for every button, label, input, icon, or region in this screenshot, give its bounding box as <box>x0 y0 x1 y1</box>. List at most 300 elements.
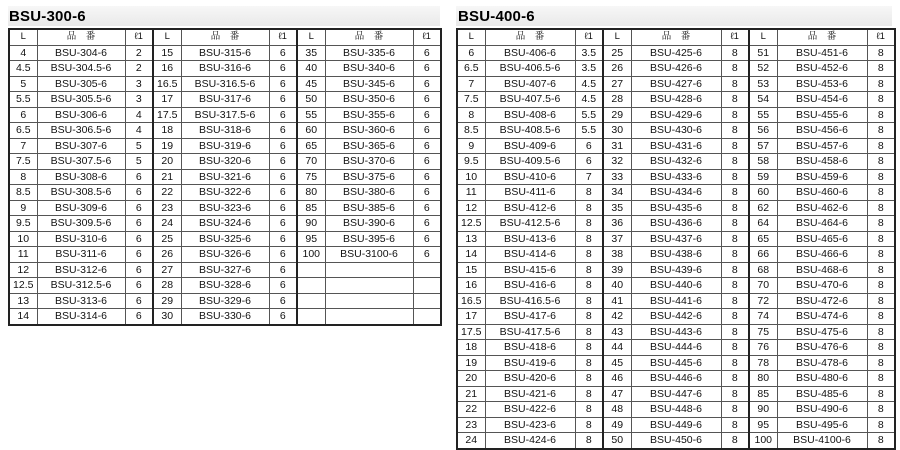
l1-cell: 8 <box>867 293 895 309</box>
length-cell: 15 <box>153 45 181 61</box>
part-number-cell: BSU-4100-6 <box>777 433 867 449</box>
l1-cell: 8 <box>867 92 895 108</box>
part-number-cell: BSU-443-6 <box>631 324 721 340</box>
l1-cell: 8 <box>867 402 895 418</box>
length-cell: 6 <box>457 45 485 61</box>
length-cell: 8.5 <box>9 185 37 201</box>
table-row <box>457 340 895 356</box>
length-cell: 74 <box>749 309 777 325</box>
part-number-cell: BSU-307.5-6 <box>37 154 125 170</box>
l1-cell: 8 <box>575 216 603 232</box>
table-row <box>457 107 895 123</box>
length-cell: 12.5 <box>9 278 37 294</box>
part-number-cell: BSU-472-6 <box>777 293 867 309</box>
table-row <box>457 185 895 201</box>
l1-cell: 5 <box>125 154 153 170</box>
part-number-cell: BSU-3100-6 <box>325 247 413 263</box>
part-number-cell: BSU-437-6 <box>631 231 721 247</box>
l1-cell: 8 <box>721 138 749 154</box>
l1-cell <box>413 309 441 325</box>
part-number-cell: BSU-428-6 <box>631 92 721 108</box>
length-cell: 30 <box>153 309 181 325</box>
part-number-cell: BSU-464-6 <box>777 216 867 232</box>
part-number-cell: BSU-385-6 <box>325 200 413 216</box>
part-number-cell <box>325 262 413 278</box>
length-cell: 58 <box>749 154 777 170</box>
length-cell: 75 <box>297 169 325 185</box>
length-cell: 25 <box>603 45 631 61</box>
l1-cell: 6 <box>269 278 297 294</box>
l1-cell: 8 <box>721 169 749 185</box>
l1-cell: 3 <box>125 92 153 108</box>
length-cell: 10 <box>457 169 485 185</box>
table-row <box>457 262 895 278</box>
l1-cell <box>413 278 441 294</box>
l1-cell: 6 <box>413 154 441 170</box>
l1-cell: 8 <box>721 200 749 216</box>
l1-cell: 8 <box>721 247 749 263</box>
part-number-cell: BSU-426-6 <box>631 61 721 77</box>
header-l1: ℓ1 <box>269 29 297 45</box>
length-cell: 39 <box>603 262 631 278</box>
length-cell: 23 <box>457 417 485 433</box>
length-cell: 15 <box>457 262 485 278</box>
part-number-cell: BSU-478-6 <box>777 355 867 371</box>
part-number-cell: BSU-310-6 <box>37 231 125 247</box>
l1-cell: 6 <box>125 293 153 309</box>
length-cell: 12 <box>457 200 485 216</box>
length-cell: 20 <box>457 371 485 387</box>
l1-cell: 6 <box>269 154 297 170</box>
l1-cell: 8 <box>575 185 603 201</box>
l1-cell: 8 <box>867 386 895 402</box>
part-number-cell: BSU-430-6 <box>631 123 721 139</box>
part-number-cell: BSU-422-6 <box>485 402 575 418</box>
part-number-cell: BSU-438-6 <box>631 247 721 263</box>
length-cell: 68 <box>749 262 777 278</box>
length-cell: 62 <box>749 200 777 216</box>
l1-cell: 8 <box>721 61 749 77</box>
length-cell: 18 <box>153 123 181 139</box>
length-cell: 33 <box>603 169 631 185</box>
l1-cell: 4 <box>125 123 153 139</box>
table-row <box>9 61 441 77</box>
table-row <box>9 247 441 263</box>
part-number-cell: BSU-459-6 <box>777 169 867 185</box>
length-cell: 17 <box>457 309 485 325</box>
part-number-cell: BSU-325-6 <box>181 231 269 247</box>
length-cell: 95 <box>749 417 777 433</box>
length-cell: 8 <box>457 107 485 123</box>
part-number-cell: BSU-421-6 <box>485 386 575 402</box>
length-cell: 21 <box>457 386 485 402</box>
length-cell: 60 <box>297 123 325 139</box>
length-cell: 100 <box>749 433 777 449</box>
l1-cell: 8 <box>721 402 749 418</box>
l1-cell: 8 <box>721 293 749 309</box>
l1-cell: 8 <box>721 371 749 387</box>
length-cell: 48 <box>603 402 631 418</box>
l1-cell: 8 <box>575 293 603 309</box>
part-number-cell: BSU-406.5-6 <box>485 61 575 77</box>
part-number-cell: BSU-315-6 <box>181 45 269 61</box>
header-l1: ℓ1 <box>575 29 603 45</box>
table-row <box>457 138 895 154</box>
part-number-cell: BSU-407.5-6 <box>485 92 575 108</box>
part-number-cell: BSU-330-6 <box>181 309 269 325</box>
part-number-cell: BSU-446-6 <box>631 371 721 387</box>
length-cell: 6 <box>9 107 37 123</box>
part-number-cell: BSU-418-6 <box>485 340 575 356</box>
length-cell: 14 <box>9 309 37 325</box>
length-cell: 44 <box>603 340 631 356</box>
length-cell: 25 <box>153 231 181 247</box>
section-title-bsu-400: BSU-400-6 <box>458 8 535 25</box>
length-cell: 90 <box>749 402 777 418</box>
length-cell <box>297 262 325 278</box>
length-cell: 26 <box>153 247 181 263</box>
part-number-cell: BSU-355-6 <box>325 107 413 123</box>
part-number-cell <box>325 278 413 294</box>
part-number-cell: BSU-412-6 <box>485 200 575 216</box>
length-cell: 12 <box>9 262 37 278</box>
length-cell: 9 <box>9 200 37 216</box>
length-cell: 36 <box>603 216 631 232</box>
length-cell: 16 <box>457 278 485 294</box>
part-number-cell: BSU-458-6 <box>777 154 867 170</box>
l1-cell: 6 <box>125 262 153 278</box>
part-number-cell: BSU-304-6 <box>37 45 125 61</box>
length-cell: 80 <box>749 371 777 387</box>
l1-cell: 8 <box>867 107 895 123</box>
l1-cell: 8 <box>721 433 749 449</box>
table-row <box>9 200 441 216</box>
length-cell: 55 <box>749 107 777 123</box>
part-number-cell: BSU-417-6 <box>485 309 575 325</box>
table-row <box>457 371 895 387</box>
length-cell: 5.5 <box>9 92 37 108</box>
table-row <box>457 200 895 216</box>
table-row <box>9 107 441 123</box>
length-cell: 4.5 <box>9 61 37 77</box>
part-number-cell: BSU-329-6 <box>181 293 269 309</box>
length-cell: 65 <box>297 138 325 154</box>
length-cell: 43 <box>603 324 631 340</box>
part-number-cell: BSU-316-6 <box>181 61 269 77</box>
header-length: L <box>9 29 37 45</box>
length-cell: 13 <box>9 293 37 309</box>
length-cell: 14 <box>457 247 485 263</box>
l1-cell: 8 <box>867 417 895 433</box>
l1-cell: 6 <box>269 45 297 61</box>
length-cell: 21 <box>153 169 181 185</box>
length-cell: 11 <box>457 185 485 201</box>
length-cell: 59 <box>749 169 777 185</box>
l1-cell: 8 <box>575 402 603 418</box>
part-number-cell: BSU-411-6 <box>485 185 575 201</box>
part-number-cell: BSU-326-6 <box>181 247 269 263</box>
bsu-400-size-table <box>456 28 896 450</box>
l1-cell: 6 <box>413 45 441 61</box>
l1-cell: 8 <box>575 247 603 263</box>
l1-cell: 8 <box>867 262 895 278</box>
length-cell: 35 <box>297 45 325 61</box>
l1-cell: 8 <box>867 45 895 61</box>
l1-cell: 8 <box>721 45 749 61</box>
l1-cell: 8 <box>575 262 603 278</box>
l1-cell: 8 <box>721 123 749 139</box>
part-number-cell: BSU-375-6 <box>325 169 413 185</box>
part-number-cell: BSU-318-6 <box>181 123 269 139</box>
header-length: L <box>457 29 485 45</box>
part-number-cell: BSU-434-6 <box>631 185 721 201</box>
part-number-cell: BSU-340-6 <box>325 61 413 77</box>
l1-cell: 6 <box>269 200 297 216</box>
length-cell: 28 <box>603 92 631 108</box>
part-number-cell: BSU-350-6 <box>325 92 413 108</box>
l1-cell: 6 <box>125 231 153 247</box>
part-number-cell: BSU-445-6 <box>631 355 721 371</box>
l1-cell: 6 <box>413 61 441 77</box>
length-cell: 53 <box>749 76 777 92</box>
table-row <box>9 216 441 232</box>
part-number-cell: BSU-416.5-6 <box>485 293 575 309</box>
part-number-cell: BSU-451-6 <box>777 45 867 61</box>
length-cell: 66 <box>749 247 777 263</box>
table-row <box>457 169 895 185</box>
l1-cell: 8 <box>867 216 895 232</box>
length-cell: 17 <box>153 92 181 108</box>
l1-cell: 6 <box>125 169 153 185</box>
length-cell: 57 <box>749 138 777 154</box>
table-header-row <box>9 29 441 45</box>
length-cell: 34 <box>603 185 631 201</box>
length-cell: 85 <box>749 386 777 402</box>
length-cell: 42 <box>603 309 631 325</box>
part-number-cell: BSU-444-6 <box>631 340 721 356</box>
l1-cell: 6 <box>269 247 297 263</box>
l1-cell: 8 <box>721 309 749 325</box>
part-number-cell: BSU-308.5-6 <box>37 185 125 201</box>
part-number-cell: BSU-431-6 <box>631 138 721 154</box>
length-cell: 50 <box>603 433 631 449</box>
header-length: L <box>153 29 181 45</box>
length-cell: 6.5 <box>9 123 37 139</box>
l1-cell: 3 <box>125 76 153 92</box>
header-l1: ℓ1 <box>125 29 153 45</box>
l1-cell: 8 <box>721 216 749 232</box>
table-row <box>9 138 441 154</box>
part-number-cell: BSU-409-6 <box>485 138 575 154</box>
table-row <box>457 45 895 61</box>
l1-cell: 6 <box>413 169 441 185</box>
part-number-cell: BSU-448-6 <box>631 402 721 418</box>
length-cell: 8 <box>9 169 37 185</box>
part-number-cell: BSU-308-6 <box>37 169 125 185</box>
l1-cell: 8 <box>575 371 603 387</box>
l1-cell: 6 <box>413 231 441 247</box>
length-cell: 40 <box>297 61 325 77</box>
part-number-cell: BSU-485-6 <box>777 386 867 402</box>
header-length: L <box>749 29 777 45</box>
length-cell: 7.5 <box>9 154 37 170</box>
part-number-cell: BSU-413-6 <box>485 231 575 247</box>
length-cell: 18 <box>457 340 485 356</box>
header-part-number: 品 番 <box>325 29 413 45</box>
part-number-cell: BSU-313-6 <box>37 293 125 309</box>
part-number-cell: BSU-312.5-6 <box>37 278 125 294</box>
length-cell: 22 <box>457 402 485 418</box>
header-part-number: 品 番 <box>485 29 575 45</box>
table-row <box>457 355 895 371</box>
part-number-cell: BSU-447-6 <box>631 386 721 402</box>
l1-cell: 8 <box>867 185 895 201</box>
part-number-cell: BSU-466-6 <box>777 247 867 263</box>
part-number-cell: BSU-320-6 <box>181 154 269 170</box>
part-number-cell: BSU-345-6 <box>325 76 413 92</box>
part-number-cell: BSU-316.5-6 <box>181 76 269 92</box>
part-number-cell: BSU-370-6 <box>325 154 413 170</box>
l1-cell: 8 <box>575 200 603 216</box>
length-cell: 54 <box>749 92 777 108</box>
part-number-cell: BSU-454-6 <box>777 92 867 108</box>
table-row <box>9 262 441 278</box>
part-number-cell: BSU-395-6 <box>325 231 413 247</box>
header-l1: ℓ1 <box>867 29 895 45</box>
length-cell: 50 <box>297 92 325 108</box>
table-row <box>9 76 441 92</box>
l1-cell: 8 <box>867 169 895 185</box>
length-cell: 100 <box>297 247 325 263</box>
table-row <box>457 231 895 247</box>
length-cell: 24 <box>153 216 181 232</box>
l1-cell: 6 <box>413 107 441 123</box>
part-number-cell: BSU-380-6 <box>325 185 413 201</box>
part-number-cell: BSU-417.5-6 <box>485 324 575 340</box>
l1-cell: 6 <box>413 123 441 139</box>
part-number-cell: BSU-306.5-6 <box>37 123 125 139</box>
length-cell: 7 <box>457 76 485 92</box>
l1-cell: 8 <box>721 340 749 356</box>
part-number-cell: BSU-427-6 <box>631 76 721 92</box>
length-cell: 6.5 <box>457 61 485 77</box>
table-row <box>457 386 895 402</box>
l1-cell: 3.5 <box>575 45 603 61</box>
length-cell: 17.5 <box>153 107 181 123</box>
table-row <box>457 154 895 170</box>
table-row <box>9 231 441 247</box>
length-cell: 75 <box>749 324 777 340</box>
length-cell: 49 <box>603 417 631 433</box>
table-row <box>9 154 441 170</box>
length-cell: 37 <box>603 231 631 247</box>
l1-cell: 6 <box>269 92 297 108</box>
table-row <box>457 417 895 433</box>
l1-cell: 8 <box>575 433 603 449</box>
part-number-cell: BSU-408.5-6 <box>485 123 575 139</box>
l1-cell: 8 <box>867 278 895 294</box>
l1-cell: 6 <box>125 309 153 325</box>
length-cell: 27 <box>153 262 181 278</box>
l1-cell: 6 <box>269 185 297 201</box>
length-cell: 46 <box>603 371 631 387</box>
header-length: L <box>297 29 325 45</box>
length-cell: 76 <box>749 340 777 356</box>
table-row <box>457 309 895 325</box>
part-number-cell: BSU-410-6 <box>485 169 575 185</box>
length-cell <box>297 278 325 294</box>
table-header-row <box>457 29 895 45</box>
length-cell: 38 <box>603 247 631 263</box>
part-number-cell: BSU-317.5-6 <box>181 107 269 123</box>
part-number-cell: BSU-309-6 <box>37 200 125 216</box>
table-row <box>457 92 895 108</box>
l1-cell: 6 <box>269 107 297 123</box>
l1-cell: 3.5 <box>575 61 603 77</box>
part-number-cell: BSU-495-6 <box>777 417 867 433</box>
length-cell: 41 <box>603 293 631 309</box>
length-cell: 60 <box>749 185 777 201</box>
length-cell: 32 <box>603 154 631 170</box>
part-number-cell: BSU-409.5-6 <box>485 154 575 170</box>
part-number-cell: BSU-321-6 <box>181 169 269 185</box>
part-number-cell: BSU-335-6 <box>325 45 413 61</box>
l1-cell: 8 <box>575 231 603 247</box>
part-number-cell: BSU-449-6 <box>631 417 721 433</box>
l1-cell: 8 <box>867 309 895 325</box>
length-cell: 31 <box>603 138 631 154</box>
length-cell: 72 <box>749 293 777 309</box>
l1-cell: 6 <box>269 293 297 309</box>
part-number-cell: BSU-433-6 <box>631 169 721 185</box>
length-cell: 16.5 <box>153 76 181 92</box>
table-row <box>9 92 441 108</box>
header-l1: ℓ1 <box>413 29 441 45</box>
part-number-cell: BSU-476-6 <box>777 340 867 356</box>
length-cell: 13 <box>457 231 485 247</box>
header-part-number: 品 番 <box>631 29 721 45</box>
l1-cell <box>413 262 441 278</box>
length-cell: 40 <box>603 278 631 294</box>
length-cell: 78 <box>749 355 777 371</box>
l1-cell: 8 <box>867 433 895 449</box>
part-number-cell: BSU-442-6 <box>631 309 721 325</box>
length-cell: 55 <box>297 107 325 123</box>
table-row <box>9 278 441 294</box>
l1-cell: 6 <box>269 231 297 247</box>
length-cell: 16 <box>153 61 181 77</box>
part-number-cell: BSU-406-6 <box>485 45 575 61</box>
part-number-cell: BSU-423-6 <box>485 417 575 433</box>
table-row <box>457 247 895 263</box>
l1-cell: 8 <box>575 340 603 356</box>
length-cell: 29 <box>603 107 631 123</box>
l1-cell: 8 <box>575 309 603 325</box>
table-row <box>457 433 895 449</box>
l1-cell: 8 <box>721 107 749 123</box>
length-cell: 9.5 <box>457 154 485 170</box>
part-number-cell: BSU-407-6 <box>485 76 575 92</box>
length-cell: 70 <box>749 278 777 294</box>
part-number-cell: BSU-317-6 <box>181 92 269 108</box>
length-cell: 7 <box>9 138 37 154</box>
l1-cell: 8 <box>575 386 603 402</box>
part-number-cell <box>325 309 413 325</box>
part-number-cell: BSU-307-6 <box>37 138 125 154</box>
l1-cell: 2 <box>125 61 153 77</box>
l1-cell: 8 <box>867 355 895 371</box>
header-part-number: 品 番 <box>37 29 125 45</box>
